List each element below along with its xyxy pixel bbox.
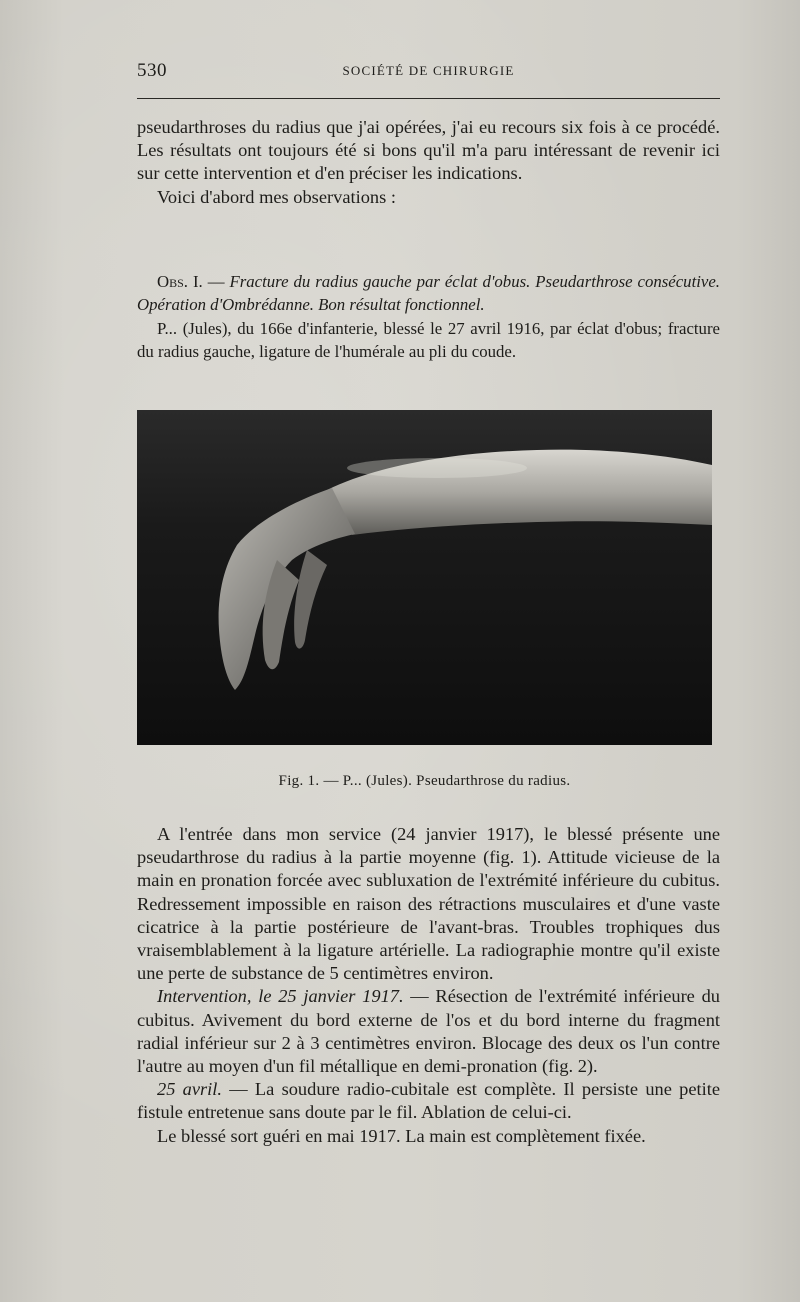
- page-header: [137, 60, 720, 84]
- running-head: SOCIÉTÉ DE CHIRURGIE: [342, 63, 515, 78]
- narrative-section: [137, 823, 720, 1148]
- intro-paragraph: pseudarthroses du radius que j'ai opérées, j'ai eu recours six fois à ce procédé. Les résultats ont toujours été si bons qu'il m'a paru intéressant de revenir ici sur cette intervention et d'en préciser les indications.: [137, 117, 720, 184]
- figure-photograph: [137, 410, 712, 745]
- intervention-date: Intervention, le 25 janvier 1917.: [157, 986, 404, 1007]
- intro-section: [137, 116, 720, 209]
- intervention-text: — Résection de l'extrémité inférieure du cubitus. Avivement du bord externe de l'os et du bord interne du fragment radial inférieur sur 2 à 3 centimètres environ. Blocage des deux os l'un contre l'autre au moyen d'un fil métallique en demi-pronation (fig. 2).: [137, 986, 720, 1077]
- intro-lead-in: Voici d'abord mes observations :: [157, 186, 396, 207]
- followup-paragraph: [137, 1078, 720, 1124]
- followup-text: — La soudure radio-cubitale est complète. Il persiste une petite fistule entretenue sans doute par le fil. Ablation de celui-ci.: [137, 1079, 720, 1123]
- page-number: 530: [137, 60, 167, 81]
- observation-heading: Obs. I. — Fracture du radius gauche par éclat d'obus. Pseudarthrose consécutive. Opération d'Ombrédanne. Bon résultat fonctionnel.: [137, 272, 720, 315]
- observation-label: Obs. I.: [157, 272, 203, 291]
- intervention-paragraph: [137, 985, 720, 1078]
- figure-caption: Fig. 1. — P... (Jules). Pseudarthrose du radius.: [278, 773, 571, 789]
- observation-section: [137, 270, 720, 364]
- header-rule: [137, 98, 720, 99]
- observation-patient: P... (Jules), du 166e d'infanterie, blessé le 27 avril 1916, par éclat d'obus; fracture du radius gauche, ligature de l'humérale au pli du coude.: [137, 318, 720, 362]
- forearm-hand-photo: [137, 410, 712, 745]
- discharge-paragraph: Le blessé sort guéri en mai 1917. La main est complètement fixée.: [157, 1125, 646, 1146]
- admission-paragraph: A l'entrée dans mon service (24 janvier 1917), le blessé présente une pseudarthrose du radius à la partie moyenne (fig. 1). Attitude vicieuse de la main en pronation forcée avec subluxation de l'extrémité inférieure du cubitus. Redressement impossible en raison des rétractions musculaires et d'une vaste cicatrice à la partie postérieure de l'avant-bras. Troubles trophiques dus vraisemblablement à la ligature artérielle. La radiographie montre qu'il existe une perte de substance de 5 centimètres environ.: [137, 824, 720, 984]
- observation-title: Fracture du radius gauche par éclat d'obus. Pseudarthrose consécutive. Opération d'Ombrédanne. Bon résultat fonctionnel.: [137, 272, 720, 315]
- followup-date: 25 avril.: [157, 1079, 222, 1100]
